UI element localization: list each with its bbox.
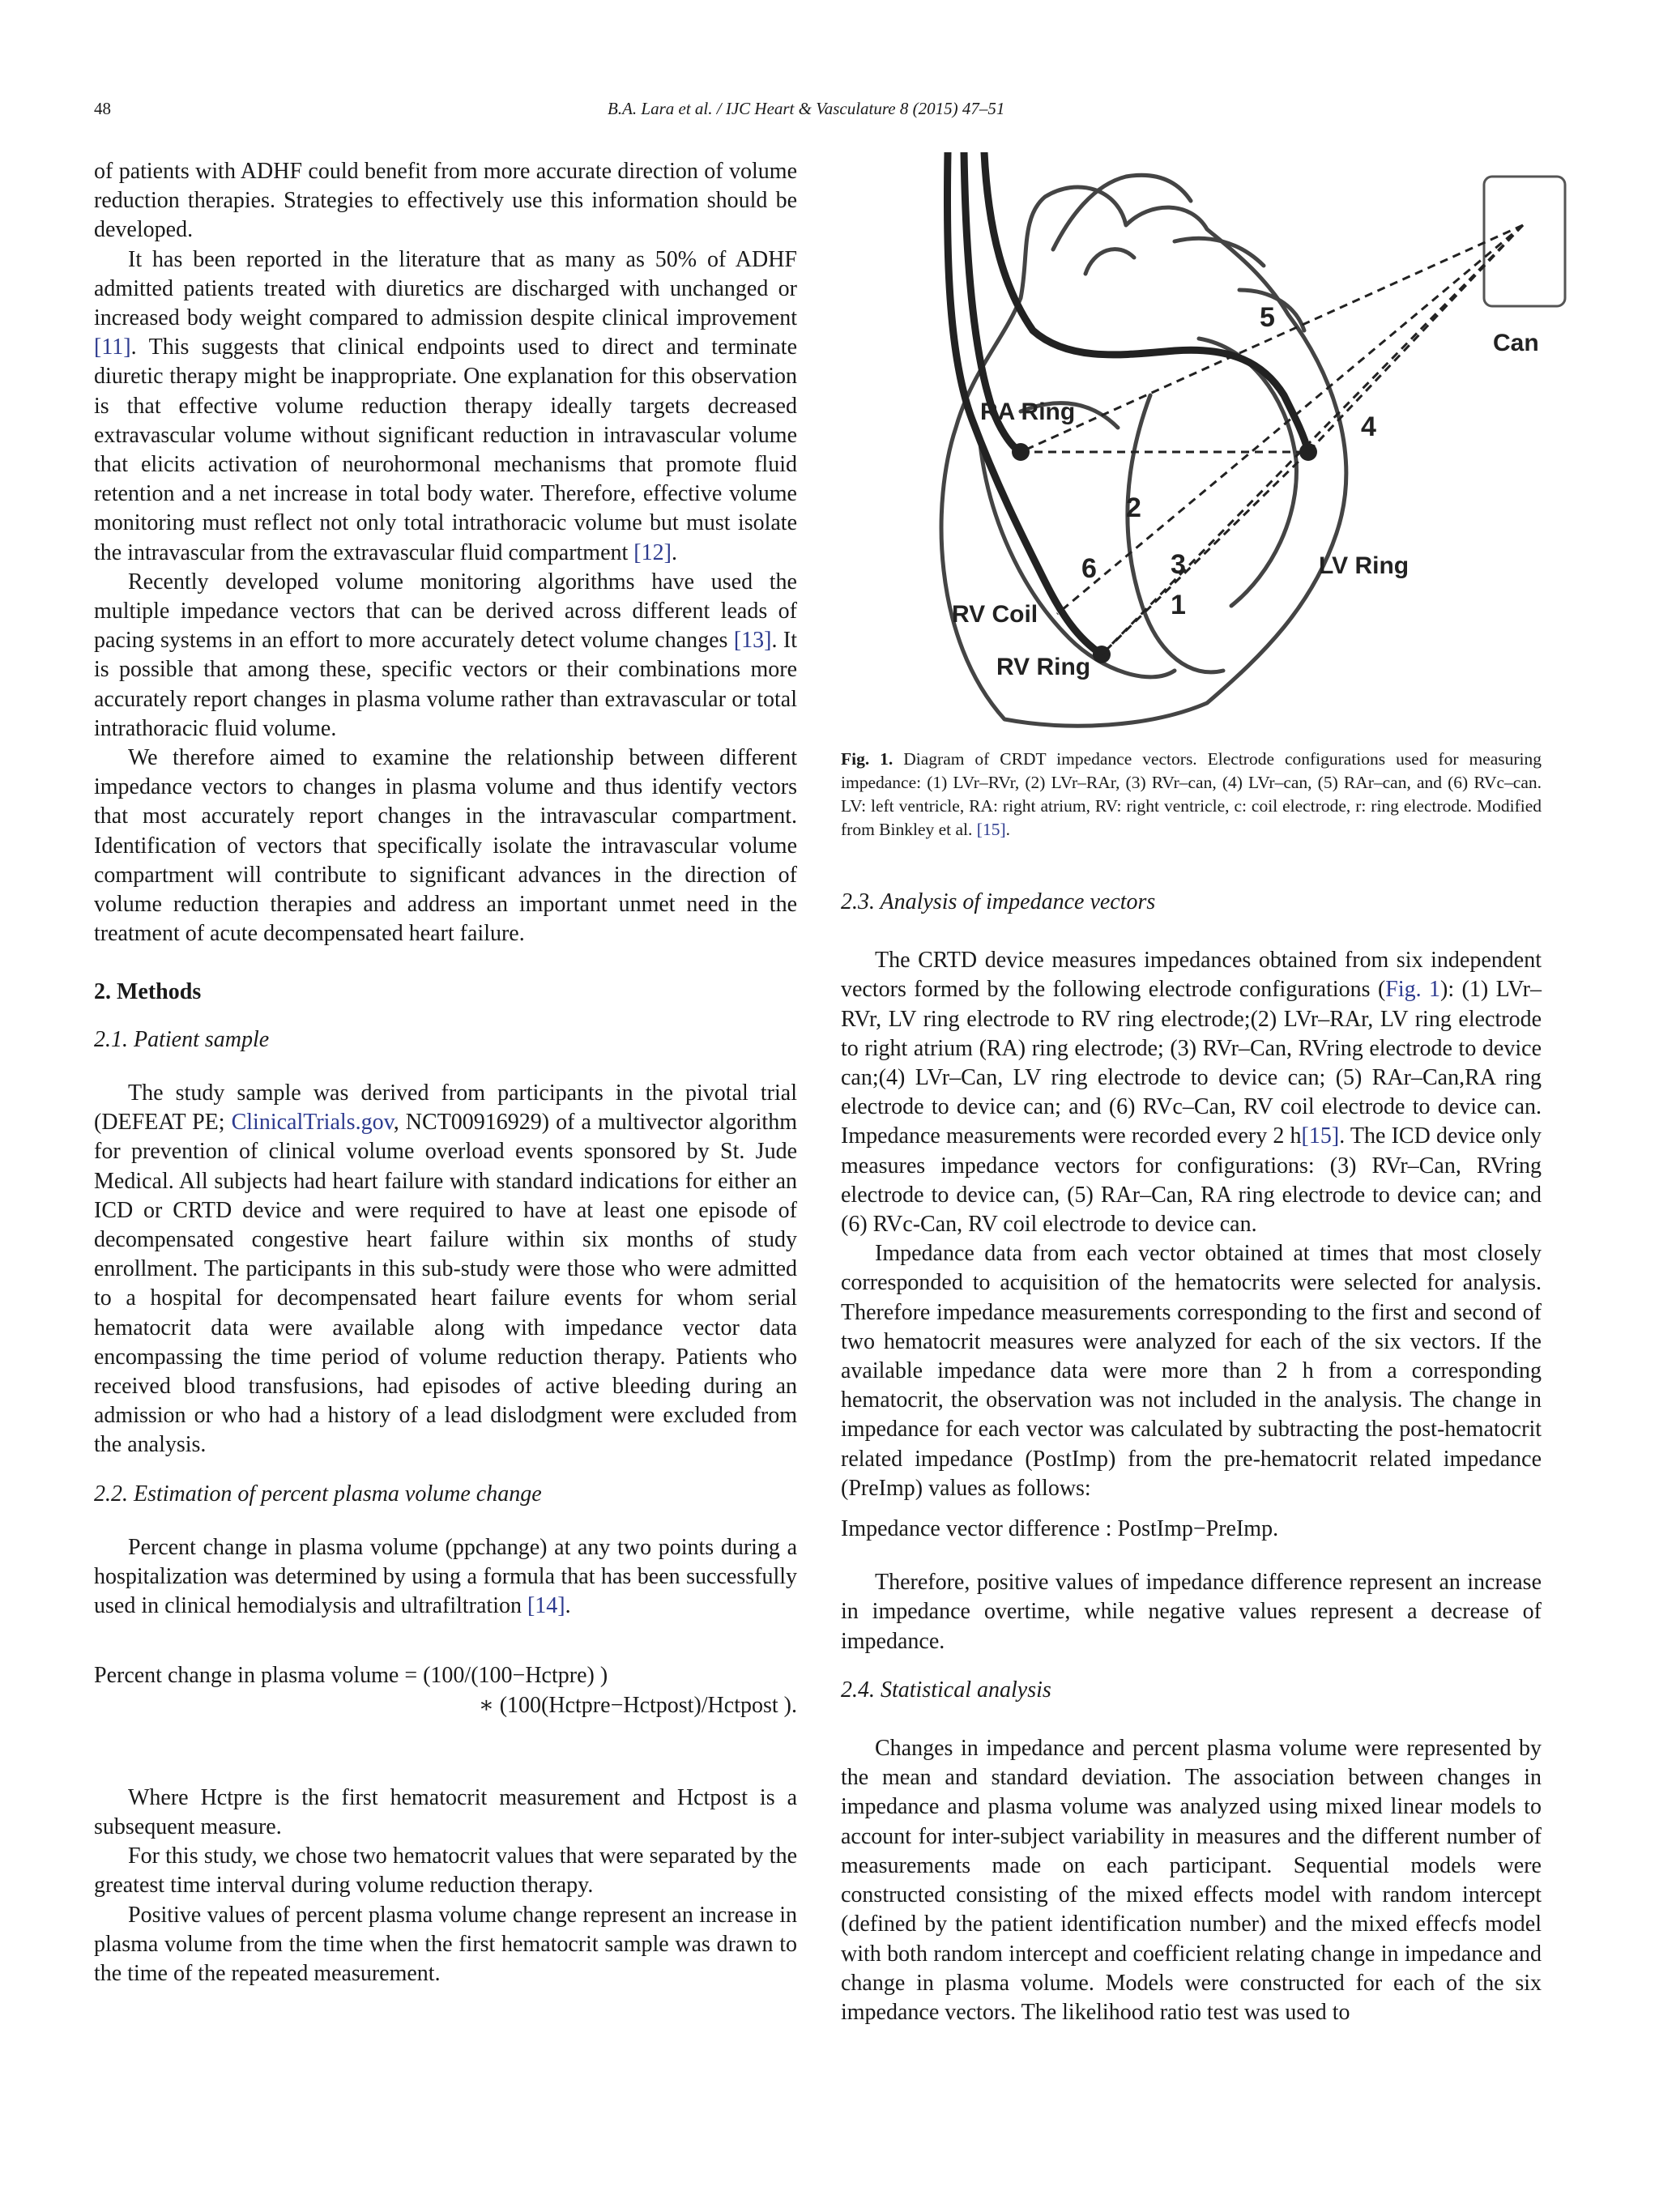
- label-vector-5: 5: [1260, 302, 1275, 333]
- citation-link[interactable]: [15]: [976, 820, 1006, 839]
- left-column: [94, 157, 797, 1988]
- paragraph: Where Hctpre is the first hematocrit measurement and Hctpost is a subsequent measure.: [94, 1784, 797, 1839]
- label-rv-coil: RV Coil: [952, 601, 1038, 628]
- label-vector-1: 1: [1171, 590, 1186, 620]
- subsection-heading: 2.1. Patient sample: [94, 1026, 270, 1052]
- label-vector-3: 3: [1171, 549, 1186, 580]
- equation-plasma-volume: Percent change in plasma volume = (100/(100−Hctpre) ) ∗ (100(Hctpre−Hctpost)/Hctpost ).: [94, 1663, 797, 1718]
- label-rv-ring: RV Ring: [996, 654, 1091, 680]
- paragraph: Impedance data from each vector obtained at times that most closely corresponded to acquisition of the hematocrits were selected for analysis. Therefore impedance measurements corresponding to the first and second of two hematocrit measures were analyzed for each of the six vectors. If the available impedance data were more than 2 h from a corresponding hematocrit, the observation was not included in the analysis. The change in impedance for each vector was calculated by subtracting the post-hematocrit related impedance (PostImp) from the pre-hematocrit related impedance (PreImp) values as follows:: [841, 1241, 1542, 1501]
- right-column: [841, 888, 1542, 2027]
- label-ra-ring: RA Ring: [980, 399, 1076, 425]
- paragraph: It has been reported in the literature that as many as 50% of ADHF admitted patients treated with diuretics are discharged with unchanged or increased body weight compared to admission despite clinical improvement [11]. This suggests that clinical endpoints used to direct and terminate diuretic therapy might be inappropriate. One explanation for this observation is that effective volume reduction therapy ideally targets decreased extravascular volume without significant reduction in intravascular volume that elicits activation of neurohormonal mechanisms that promote fluid retention and a net increase in total body water. Therefore, effective volume monitoring must reflect not only total intrathoracic volume but must isolate the intravascular from the extravascular fluid compartment [12].: [94, 246, 797, 565]
- paragraph: The study sample was derived from participants in the pivotal trial (DEFEAT PE; ClinicalTrials.gov, NCT00916929) of a multivector algorithm for prevention of clinical volume overload events sponsored by St. Jude Medical. All subjects had heart failure with standard indications for either an ICD or CRTD device and were required to have at least one episode of decompensated congestive heart failure within six months of study enrollment. The participants in this sub-study were those who were admitted to a hospital for decompensated heart failure events for whom serial hematocrit data were available along with impedance vector data encompassing the time period of volume reduction therapy. Patients who received blood transfusions, had episodes of active bleeding during an admission or who had a history of a lead dislodgment were excluded from the analysis.: [94, 1080, 797, 1458]
- paragraph: of patients with ADHF could benefit from more accurate direction of volume reduction therapies. Strategies to effectively use this information should be developed.: [94, 159, 797, 243]
- label-vector-4: 4: [1361, 411, 1376, 442]
- page-number: 48: [94, 99, 111, 118]
- subsection-heading: 2.2. Estimation of percent plasma volume change: [94, 1481, 542, 1507]
- paragraph: Therefore, positive values of impedance difference represent an increase in impedance overtime, while negative values represent a decrease of impedance.: [841, 1570, 1542, 1654]
- paragraph: Recently developed volume monitoring algorithms have used the multiple impedance vectors that can be derived across different leads of pacing systems in an effort to more accurately detect volume changes [13]. It is possible that among these, specific vectors or their combinations more accurately report changes in plasma volume rather than extravascular or total intrathoracic fluid volume.: [94, 569, 797, 741]
- subsection-heading: 2.4. Statistical analysis: [841, 1677, 1051, 1703]
- label-vector-2: 2: [1126, 492, 1141, 523]
- citation-link[interactable]: [12]: [633, 539, 672, 565]
- paragraph: The CRTD device measures impedances obtained from six independent vectors formed by the following electrode configurations (Fig. 1): (1) LVr–RVr, LV ring electrode to RV ring electrode;(2) LVr–RAr, LV ring electrode to right atrium (RA) ring electrode; (3) RVr–Can, RVring electrode to device can;(4) LVr–Can, LV ring electrode to device can; (5) RAr–Can,RA ring electrode to device can; and (6) RVc–Can, RV coil electrode to device can. Impedance measurements were recorded every 2 h[15]. The ICD device only measures impedance vectors for configurations: (3) RVr–Can, RVring electrode to device can, (5) RAr–Can, RA ring electrode to device can; and (6) RVc-Can, RV coil electrode to device can.: [841, 948, 1542, 1238]
- paragraph: Positive values of percent plasma volume change represent an increase in plasma volume from the time when the first hematocrit sample was drawn to the time of the repeated measurement.: [94, 1902, 797, 1986]
- paragraph: Percent change in plasma volume (ppchange) at any two points during a hospitalization was determined by using a formula that has been successfully used in clinical hemodialysis and ultrafiltration [14].: [94, 1534, 797, 1619]
- figure-link[interactable]: Fig. 1: [1385, 977, 1441, 1003]
- label-can: Can: [1493, 330, 1539, 356]
- clinicaltrials-link[interactable]: ClinicalTrials.gov: [231, 1110, 394, 1136]
- citation-link[interactable]: [14]: [527, 1593, 565, 1619]
- paragraph: For this study, we chose two hematocrit values that were separated by the greatest time interval during volume reduction therapy.: [94, 1843, 797, 1899]
- equation-impedance-difference: Impedance vector difference : PostImp−PreImp.: [841, 1516, 1279, 1542]
- subsection-heading: 2.3. Analysis of impedance vectors: [841, 889, 1156, 914]
- citation-link[interactable]: [13]: [733, 628, 772, 654]
- paragraph: Changes in impedance and percent plasma volume were represented by the mean and standard deviation. The association between changes in impedance and plasma volume was analyzed using mixed linear models to account for inter-subject variability in measures and the different number of measurements made on each participant. Sequential models were constructed consisting of the mixed effects model with random intercept (defined by the patient identification number) and the mixed effecfs model with both random intercept and coefficient relating change in impedance and change in plasma volume. Models were constructed for each of the six impedance vectors. The likelihood ratio test was used to: [841, 1736, 1542, 2025]
- paragraph: We therefore aimed to examine the relationship between different impedance vectors to changes in plasma volume and thus identify vectors that most accurately report changes in the intravascular compartment. Identification of vectors that specifically isolate the intravascular volume compartment will contribute to significant advances in the direction of volume reduction therapies and address an important unmet need in the treatment of acute decompensated heart failure.: [94, 745, 797, 947]
- running-head: B.A. Lara et al. / IJC Heart & Vasculature 8 (2015) 47–51: [608, 99, 1005, 118]
- citation-link[interactable]: [15]: [1301, 1123, 1340, 1149]
- crtd-impedance-vector-diagram: [883, 152, 1580, 735]
- label-lv-ring: LV Ring: [1319, 552, 1410, 579]
- citation-link[interactable]: [11]: [94, 335, 131, 360]
- label-vector-6: 6: [1081, 553, 1097, 584]
- section-heading: 2. Methods: [94, 979, 202, 1005]
- figure-caption: Fig. 1. Diagram of CRDT impedance vectors. Electrode configurations used for measuring impedance: (1) LVr–RVr, (2) LVr–RAr, (3) RVr–can, (4) LVr–can, (5) RAr–can, and (6) RVc–can. LV: left ventricle, RA: right atrium, RV: right ventricle, c: coil electrode, r: ring electrode. Modified from Binkley et al. [15].: [841, 749, 1542, 839]
